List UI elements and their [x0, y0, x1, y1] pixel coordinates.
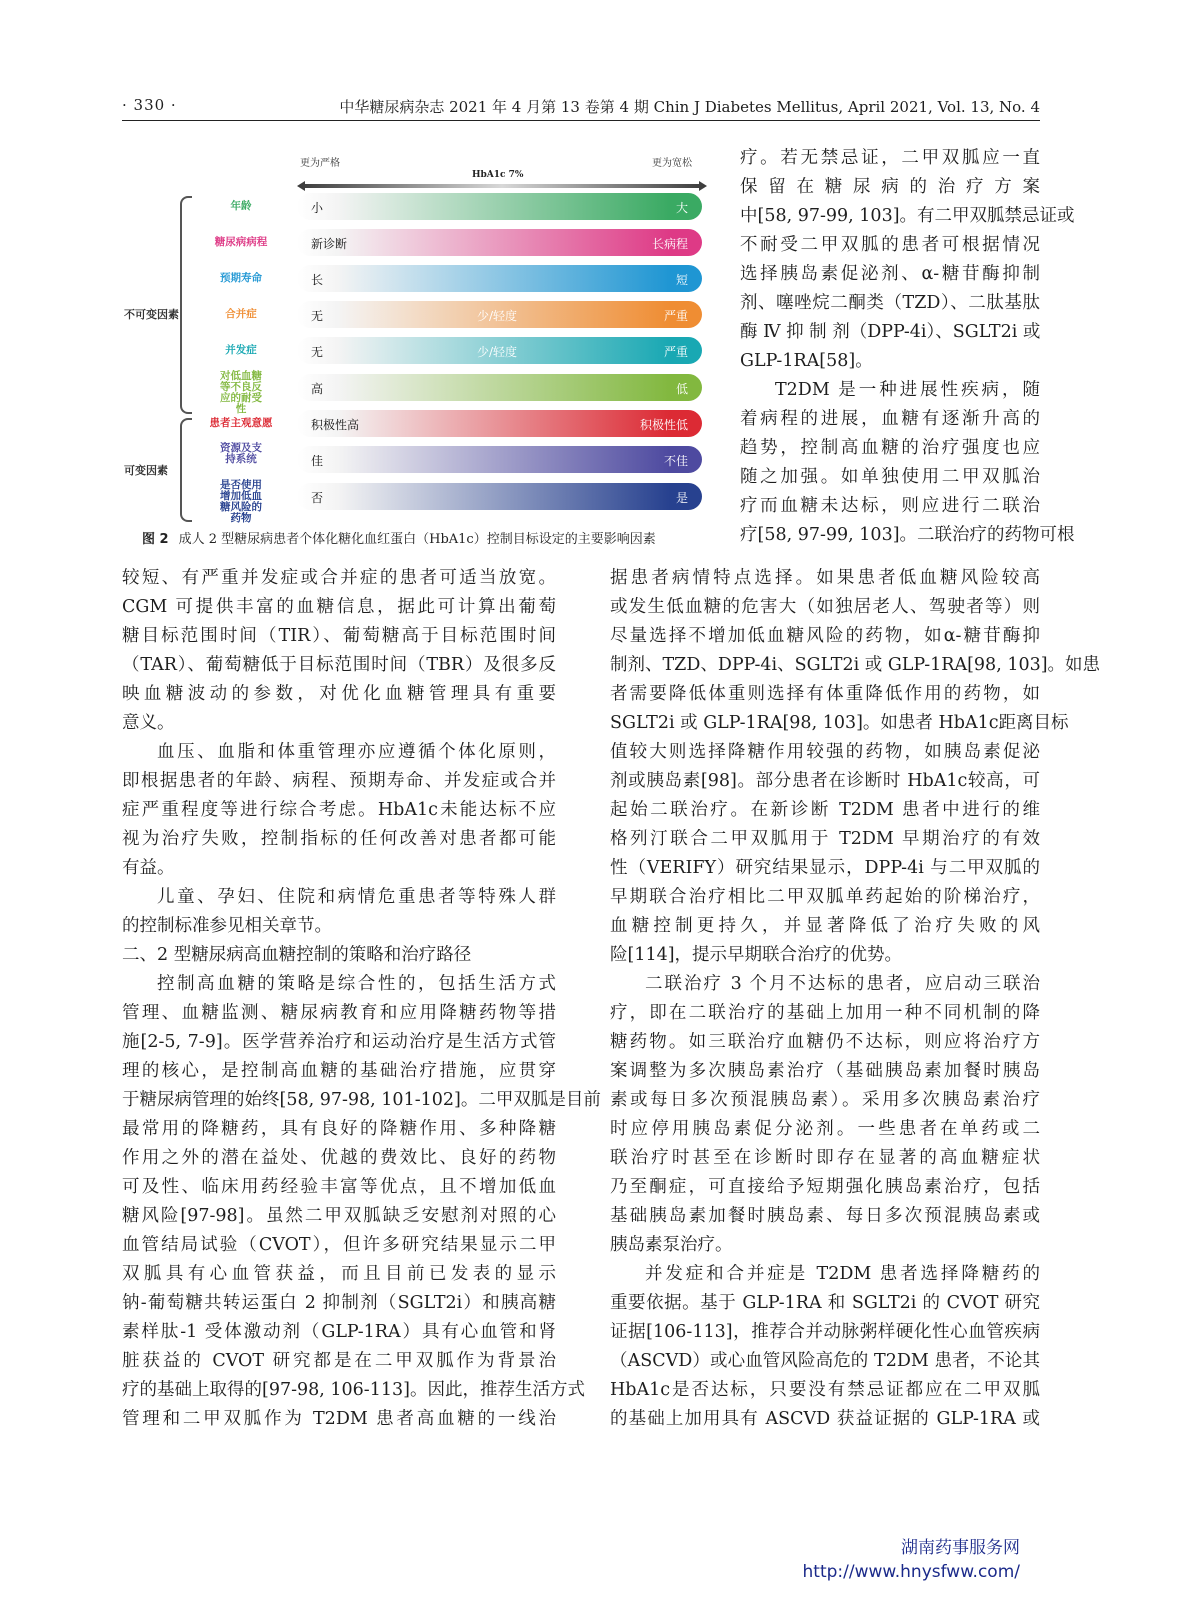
bar-right-label: 短 [675, 273, 688, 287]
text-line: 证据[106-113]，推荐合并动脉粥样硬化性心血管疾病 [610, 1322, 1040, 1342]
text-line: 血压、血脂和体重管理亦应遵循个体化原则， [157, 742, 556, 762]
text-line: （ASCVD）或心血管风险高危的 T2DM 患者，不论其 [610, 1351, 1040, 1371]
text-line: 值较大则选择降糖作用较强的药物，如胰岛素促泌 [610, 742, 1040, 762]
text-line: 最常用的降糖药，具有良好的降糖作用、多种降糖 [122, 1119, 556, 1139]
text-line: 乃至酮症，可直接给予短期强化胰岛素治疗，包括 [610, 1177, 1040, 1197]
text-line: 脏获益的 CVOT 研究都是在二甲双胍作为背景治 [122, 1351, 556, 1371]
bar-right-label: 严重 [663, 309, 688, 323]
text-line: 管理和二甲双胍作为 T2DM 患者高血糖的一线治 [122, 1409, 556, 1429]
factor-label: 对低血糖等不良反应的耐受性 [220, 369, 262, 415]
text-line: T2DM 是一种进展性疾病，随 [775, 380, 1040, 400]
text-line: 剂或胰岛素[98]。部分患者在诊断时 HbA1c较高，可 [610, 771, 1040, 791]
text-line: 二联治疗 3 个月不达标的患者，应启动三联治 [645, 974, 1040, 994]
text-line: 或发生低血糖的危害大（如独居老人、驾驶者等）则 [610, 597, 1040, 617]
journal-info: 中华糖尿病杂志 2021 年 4 月第 13 卷第 4 期 Chin J Diabetes Mellitus, April 2021, Vol. 13, No. 4 [339, 98, 1040, 116]
bar-middle-label: 少/轻度 [477, 345, 518, 359]
text-line: 的控制标准参见相关章节。 [122, 916, 332, 936]
text-line: 的基础上加用具有 ASCVD 获益证据的 GLP-1RA 或 [610, 1409, 1040, 1429]
text-line: 疗。若无禁忌证，二甲双胍应一直 [740, 148, 1040, 168]
text-line: 施[2-5, 7-9]。医学营养治疗和运动治疗是生活方式管 [122, 1032, 556, 1052]
text-line: 疗而血糖未达标，则应进行二联治 [740, 496, 1040, 516]
text-line: SGLT2i 或 GLP-1RA[98, 103]。如患者 HbA1c距离目标 [610, 713, 1069, 733]
text-line: HbA1c是否达标，只要没有禁忌证都应在二甲双胍 [610, 1380, 1040, 1400]
hba-label: HbA1c 7% [472, 170, 524, 180]
text-line: 较短、有严重并发症或合并症的患者可适当放宽。 [122, 568, 556, 588]
site-url: http://www.hnysfww.com/ [802, 1562, 1020, 1582]
running-header [122, 96, 1040, 121]
text-line: 映血糖波动的参数，对优化血糖管理具有重要 [122, 684, 556, 704]
caption-text: 成人 2 型糖尿病患者个体化糖化血红蛋白（HbA1c）控制目标设定的主要影响因素 [178, 532, 656, 547]
text-line: 疗[58, 97-99, 103]。二联治疗的药物可根 [740, 525, 1075, 545]
bar-right-label: 严重 [663, 345, 688, 359]
text-line: 素或每日多次预混胰岛素）。采用多次胰岛素治疗 [610, 1090, 1040, 1110]
site-watermark [803, 1536, 1020, 1584]
text-line: 血糖控制更持久，并显著降低了治疗失败的风 [610, 916, 1040, 936]
bar-middle-label: 少/轻度 [477, 309, 518, 323]
factor-label: 年龄 [230, 199, 252, 212]
text-line: 联治疗时甚至在诊断时即存在显著的高血糖症状 [610, 1148, 1040, 1168]
text-line: 糖风险[97-98]。虽然二甲双胍缺乏安慰剂对照的心 [122, 1206, 556, 1226]
text-line: 症严重程度等进行综合考虑。HbA1c未能达标不应 [122, 800, 556, 820]
text-line: 钠-葡萄糖共转运蛋白 2 抑制剂（SGLT2i）和胰高糖 [122, 1293, 556, 1313]
text-line: CGM 可提供丰富的血糖信息，据此可计算出葡萄 [122, 597, 556, 617]
brace-immutable [180, 196, 192, 414]
factor-gradient-bar [297, 410, 702, 437]
factor-label: 资源及支持系统 [220, 441, 262, 465]
factor-label: 并发症 [225, 343, 257, 356]
group-label-mutable: 可变因素 [124, 464, 168, 477]
text-line: 选择胰岛素促泌剂、α-糖苷酶抑制 [740, 264, 1040, 284]
text-line: 中[58, 97-99, 103]。有二甲双胍禁忌证或 [740, 206, 1075, 226]
text-line: 格列汀联合二甲双胍用于 T2DM 早期治疗的有效 [610, 829, 1040, 849]
text-line: 不耐受二甲双胍的患者可根据情况 [740, 235, 1040, 255]
text-line: 血管结局试验（CVOT），但许多研究结果显示二甲 [122, 1235, 556, 1255]
text-line: 胰岛素泵治疗。 [610, 1235, 733, 1255]
factor-label: 患者主观意愿 [209, 416, 273, 429]
double-arrow-icon [297, 181, 707, 191]
text-line: 据患者病情特点选择。如果患者低血糖风险较高 [610, 568, 1040, 588]
factor-gradient-bar [297, 193, 702, 220]
brace-mutable [180, 418, 192, 522]
text-line: 于糖尿病管理的始终[58, 97-98, 101-102]。二甲双胍是目前 [122, 1090, 601, 1110]
text-line: 疗，即在二联治疗的基础上加用一种不同机制的降 [610, 1003, 1040, 1023]
factor-gradient-bar [297, 229, 702, 256]
text-line: 儿童、孕妇、住院和病情危重患者等特殊人群 [157, 887, 556, 907]
factor-label: 糖尿病病程 [214, 235, 268, 248]
bar-right-label: 积极性低 [639, 418, 688, 432]
text-line: 案调整为多次胰岛素治疗（基础胰岛素加餐时胰岛 [610, 1061, 1040, 1081]
text-line: 趋势，控制高血糖的治疗强度也应 [740, 438, 1040, 458]
text-line: 视为治疗失败，控制指标的任何改善对患者都可能 [122, 829, 556, 849]
text-line: 可及性、临床用药经验丰富等优点，且不增加低血 [122, 1177, 556, 1197]
right-column-top [740, 144, 1075, 550]
text-line: （TAR）、葡萄糖低于目标范围时间（TBR）及很多反 [122, 655, 556, 675]
text-line: 险[114]，提示早期联合治疗的优势。 [610, 945, 903, 965]
page-number: · 330 · [122, 96, 177, 114]
text-line: 时应停用胰岛素促分泌剂。一些患者在单药或二 [610, 1119, 1040, 1139]
text-line: 糖药物。如三联治疗血糖仍不达标，则应将治疗方 [610, 1032, 1040, 1052]
text-line: 者需要降低体重则选择有体重降低作用的药物，如 [610, 684, 1040, 704]
bar-left-label: 高 [311, 382, 324, 396]
bar-left-label: 新诊断 [311, 237, 348, 251]
text-line: 随之加强。如单独使用二甲双胍治 [740, 467, 1040, 487]
bar-right-label: 是 [675, 491, 688, 505]
text-line: 性（VERIFY）研究结果显示，DPP-4i 与二甲双胍的 [610, 858, 1040, 878]
bar-left-label: 无 [311, 345, 324, 359]
text-line: 素样肽-1 受体激动剂（GLP-1RA）具有心血管和肾 [122, 1322, 556, 1342]
factor-gradient-bar [297, 374, 702, 401]
text-line: 尽量选择不增加低血糖风险的药物，如α-糖苷酶抑 [610, 626, 1040, 646]
bar-left-label: 小 [311, 201, 324, 215]
text-line: 二、2 型糖尿病高血糖控制的策略和治疗路径 [122, 945, 472, 965]
text-line: 控制高血糖的策略是综合性的，包括生活方式 [157, 974, 556, 994]
text-line: 剂、噻唑烷二酮类（TZD）、二肽基肽 [740, 293, 1040, 313]
bar-left-label: 长 [311, 273, 324, 287]
text-line: 作用之外的潜在益处、优越的费效比、良好的药物 [122, 1148, 556, 1168]
left-column [122, 564, 601, 1434]
text-line: 理的核心，是控制高血糖的基础治疗措施，应贯穿 [122, 1061, 556, 1081]
bar-left-label: 无 [311, 309, 324, 323]
text-line: 重要依据。基于 GLP-1RA 和 SGLT2i 的 CVOT 研究 [610, 1293, 1040, 1313]
factor-gradient-bar [297, 337, 702, 364]
text-line: 糖目标范围时间（TIR）、葡萄糖高于目标范围时间 [122, 626, 556, 646]
text-line: 起始二联治疗。在新诊断 T2DM 患者中进行的维 [610, 800, 1040, 820]
text-line: 着病程的进展，血糖有逐渐升高的 [740, 409, 1040, 429]
bar-left-label: 否 [311, 491, 324, 505]
text-line: 制剂、TZD、DPP-4i、SGLT2i 或 GLP-1RA[98, 103]。如患 [610, 655, 1101, 675]
strict-label: 更为严格 [300, 158, 340, 169]
caption-label: 图 2 [142, 532, 169, 547]
group-label-immutable: 不可变因素 [124, 308, 179, 321]
bar-left-label: 积极性高 [311, 418, 360, 432]
factor-gradient-bar [297, 301, 702, 328]
text-line: 保 留 在 糖 尿 病 的 治 疗 方 案 [740, 177, 1040, 197]
factor-gradient-bar [297, 265, 702, 292]
text-line: 基础胰岛素加餐时胰岛素、每日多次预混胰岛素或 [610, 1206, 1040, 1226]
text-line: 意义。 [122, 713, 175, 733]
factor-label: 是否使用增加低血糖风险的药物 [220, 478, 262, 524]
text-line: 即根据患者的年龄、病程、预期寿命、并发症或合并 [122, 771, 556, 791]
factor-gradient-bar [297, 446, 702, 473]
bar-right-label: 长病程 [651, 237, 688, 251]
factor-label: 预期寿命 [220, 271, 262, 284]
figure-2 [122, 148, 722, 548]
text-line: 疗的基础上取得的[97-98, 106-113]。因此，推荐生活方式 [122, 1380, 585, 1400]
bar-right-label: 低 [675, 382, 688, 396]
text-line: 管理、血糖监测、糖尿病教育和应用降糖药物等措 [122, 1003, 556, 1023]
loose-label: 更为宽松 [652, 158, 692, 169]
text-line: 酶 Ⅳ 抑 制 剂（DPP-4i）、SGLT2i 或 [740, 322, 1041, 342]
site-name: 湖南药事服务网 [901, 1538, 1020, 1558]
text-line: 早期联合治疗相比二甲双胍单药起始的阶梯治疗， [610, 887, 1040, 907]
text-line: GLP-1RA[58]。 [740, 351, 873, 371]
bar-right-label: 大 [675, 201, 688, 215]
bar-left-label: 佳 [311, 454, 324, 468]
text-line: 双胍具有心血管获益，而且目前已发表的显示 [122, 1264, 556, 1284]
factor-gradient-bar [297, 483, 702, 510]
text-line: 有益。 [122, 858, 175, 878]
text-line: 并发症和合并症是 T2DM 患者选择降糖药的 [645, 1264, 1040, 1284]
factor-label: 合并症 [225, 307, 257, 320]
right-column [610, 564, 1101, 1434]
bar-right-label: 不佳 [663, 454, 688, 468]
figure-caption [142, 528, 656, 547]
